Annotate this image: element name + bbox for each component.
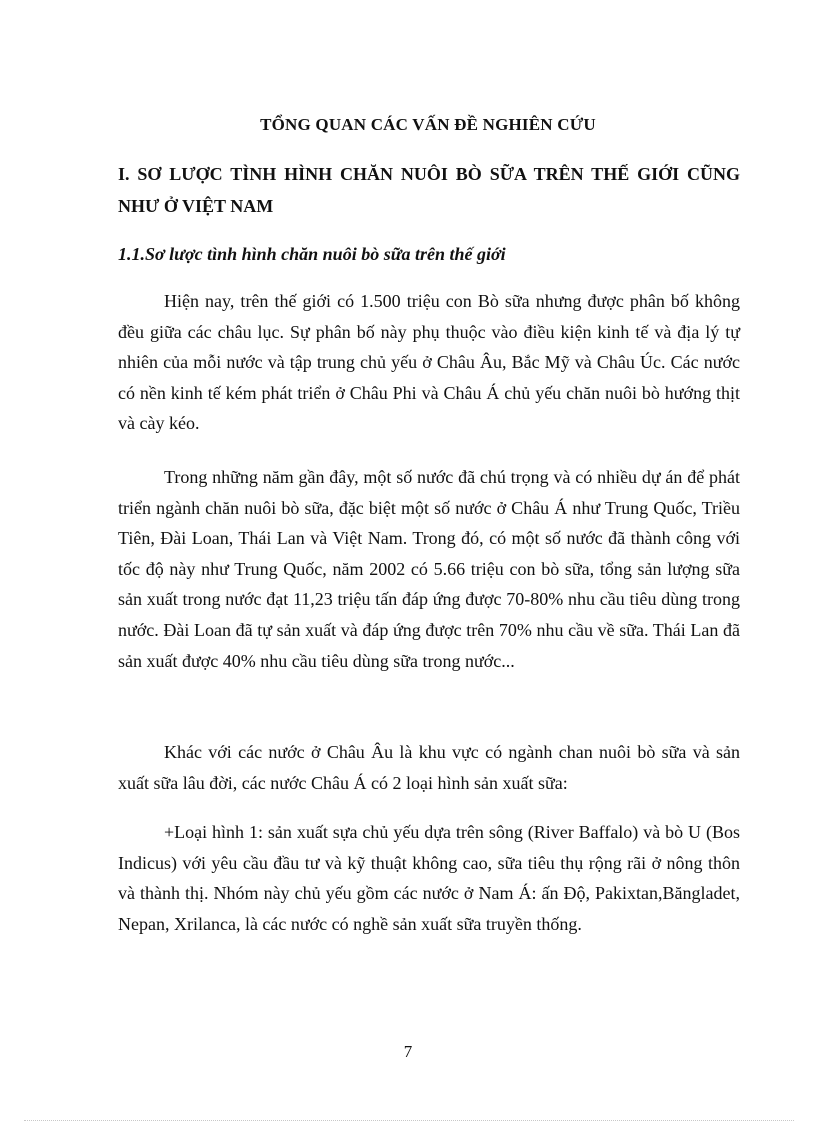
sub-heading: 1.1.Sơ lược tình hình chăn nuôi bò sữa trên thế giới [118,244,506,264]
paragraph-1: Hiện nay, trên thế giới có 1.500 triệu con Bò sữa nhưng được phân bố không đều giữa các châu lục. Sự phân bố này phụ thuộc vào điều kiện kinh tế và địa lý tự nhiên của mỗi nước và tập trung chủ yếu ở Châu Âu, Bắc Mỹ và Châu Úc. Các nước có nền kinh tế kém phát triển ở Châu Phi và Châu Á chủ yếu chăn nuôi bò hướng thịt và cày kéo. [118,291,740,434]
paragraph-2: Trong những năm gần đây, một số nước đã chú trọng và có nhiều dự án để phát triển ngành chăn nuôi bò sữa, đặc biệt một số nước ở Châu Á như Trung Quốc, Triều Tiên, Đài Loan, Thái Lan và Việt Nam. Trong đó, có một số nước đã thành công với tốc độ này như Trung Quốc, năm 2002 có 5.66 triệu con bò sữa, tổng sản lượng sữa sản xuất trong nước đạt 11,23 triệu tấn đáp ứng được 70-80% nhu cầu tiêu dùng trong nước. Đài Loan đã tự sản xuất và đáp ứng được trên 70% nhu cầu về sữa. Thái Lan đã sản xuất được 40% nhu cầu tiêu dùng sữa trong nước... [118,467,740,671]
page-number: 7 [403,1042,413,1061]
page-bottom-divider [24,1120,794,1121]
section-heading: I. SƠ LƯỢC TÌNH HÌNH CHĂN NUÔI BÒ SỮA TRÊN THẾ GIỚI CŨNG NHƯ Ở VIỆT NAM [118,164,740,216]
document-title: TỔNG QUAN CÁC VẤN ĐỀ NGHIÊN CỨU [260,115,596,134]
paragraph-3: Khác với các nước ở Châu Âu là khu vực có ngành chan nuôi bò sữa và sản xuất sữa lâu đời, các nước Châu Á có 2 loại hình sản xuất sữa: [118,742,740,793]
paragraph-4: +Loại hình 1: sản xuất sựa chủ yếu dựa trên sông (River Baffalo) và bò U (Bos Indicus) với yêu cầu đầu tư và kỹ thuật không cao, sữa tiêu thụ rộng rãi ở nông thôn và thành thị. Nhóm này chủ yếu gồm các nước ở Nam Á: ấn Độ, Pakixtan,Băngladet, Nepan, Xrilanca, là các nước có nghề sản xuất sữa truyền thống. [118,822,740,934]
